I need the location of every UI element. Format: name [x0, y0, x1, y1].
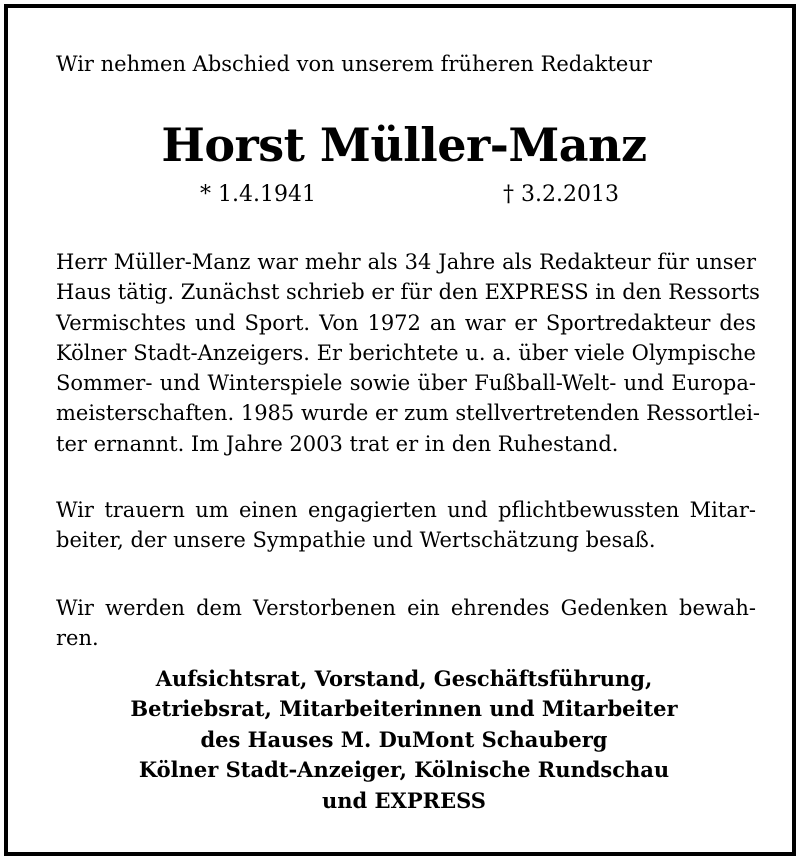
signers-block	[8, 664, 800, 816]
signer-line: Kölner Stadt-Anzeiger, Kölnische Rundschau	[138, 757, 670, 783]
paragraph-line: Wir trauern um einen engagierten und pflichtbewussten Mitar-	[56, 498, 756, 522]
paragraph-line: Herr Müller-Manz war mehr als 34 Jahre als Redakteur für unser	[56, 250, 756, 274]
paragraph-line: ren.	[56, 626, 99, 651]
death-date: † 3.2.2013	[503, 182, 619, 207]
birth-date: * 1.4.1941	[200, 182, 316, 207]
intro-line: Wir nehmen Abschied von unserem früheren Redakteur	[56, 52, 652, 76]
signer-line: und EXPRESS	[322, 787, 486, 813]
paragraph-line: ter ernannt. Im Jahre 2003 trat er in den Ruhestand.	[56, 431, 619, 456]
paragraph-line: meisterschaften. 1985 wurde er zum stellvertretenden Ressortlei-	[56, 401, 761, 426]
paragraph-line: beiter, der unsere Sympathie und Wertschätzung besaß.	[56, 528, 656, 553]
remembrance-paragraph	[56, 593, 756, 654]
biography-paragraph	[56, 247, 761, 459]
paragraph-line: Wir werden dem Verstorbenen ein ehrendes Gedenken bewah-	[56, 596, 756, 620]
paragraph-line: Kölner Stadt-Anzeigers. Er berichtete u. a. über viele Olympische	[56, 340, 756, 365]
paragraph-line: Haus tätig. Zunächst schrieb er für den EXPRESS in den Ressorts	[56, 280, 760, 305]
paragraph-line: Sommer- und Winterspiele sowie über Fußball-Welt- und Europa-	[56, 371, 756, 396]
signer-line: Aufsichtsrat, Vorstand, Geschäftsführung,	[155, 666, 653, 691]
paragraph-line: Vermischtes und Sport. Von 1972 an war er Sportredakteur des	[56, 310, 756, 335]
mourning-paragraph	[56, 495, 756, 556]
signer-line: Betriebsrat, Mitarbeiterinnen und Mitarbeiter	[130, 696, 678, 722]
deceased-name: Horst Müller-Manz	[161, 118, 647, 172]
obituary-frame	[4, 4, 796, 856]
signer-line: des Hauses M. DuMont Schauberg	[200, 726, 608, 752]
